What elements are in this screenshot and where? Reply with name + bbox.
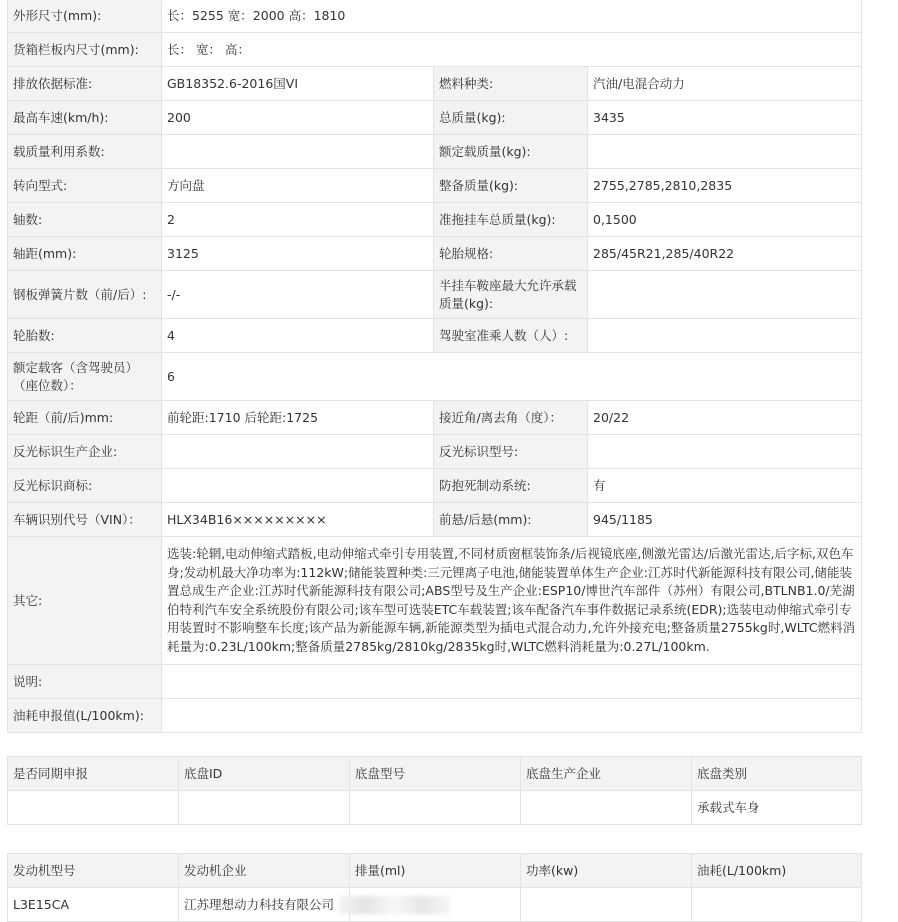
spec-label: 整备质量(kg): xyxy=(434,169,588,203)
column-header: 油耗(L/100km) xyxy=(692,854,862,888)
column-header: 排量(ml) xyxy=(350,854,521,888)
vin-value: HLX34B16××××××××× xyxy=(162,503,434,537)
spec-label: 转向型式: xyxy=(8,169,162,203)
spec-label: 载质量利用系数: xyxy=(8,135,162,169)
spec-value xyxy=(162,435,434,469)
spec-row xyxy=(8,101,862,135)
table-cell: L3E15CA xyxy=(8,888,179,922)
column-header: 发动机型号 xyxy=(8,854,179,888)
spec-value: 有 xyxy=(588,469,862,503)
spec-label: 轮胎规格: xyxy=(434,237,588,271)
spec-label: 外形尺寸(mm): xyxy=(8,0,162,33)
spec-value: 3435 xyxy=(588,101,862,135)
spec-row xyxy=(8,401,862,435)
spec-label: 最高车速(km/h): xyxy=(8,101,162,135)
spec-row xyxy=(8,435,862,469)
spec-label: 轮胎数: xyxy=(8,319,162,353)
spec-label: 前悬/后悬(mm): xyxy=(434,503,588,537)
spec-label: 反光标识商标: xyxy=(8,469,162,503)
table-row xyxy=(8,791,862,825)
spec-value: 6 xyxy=(162,353,862,401)
table-cell xyxy=(350,791,521,825)
spec-label: 轴距(mm): xyxy=(8,237,162,271)
spec-label: 反光标识生产企业: xyxy=(8,435,162,469)
spec-row xyxy=(8,203,862,237)
table-cell: 承载式车身 xyxy=(692,791,862,825)
spec-row xyxy=(8,503,862,537)
spec-row xyxy=(8,319,862,353)
spec-value: GB18352.6-2016国VI xyxy=(162,67,434,101)
spec-label: 轮距（前/后)mm: xyxy=(8,401,162,435)
spec-value: -/- xyxy=(162,271,434,319)
spec-label: 车辆识别代号（VIN）： xyxy=(8,503,162,537)
spec-label: 其它: xyxy=(8,537,162,665)
column-header: 底盘类别 xyxy=(692,757,862,791)
table-cell: 江苏理想动力科技有限公司 xyxy=(179,888,350,922)
spec-value: 20/22 xyxy=(588,401,862,435)
spec-label: 反光标识型号: xyxy=(434,435,588,469)
spec-label: 额定载质量(kg): xyxy=(434,135,588,169)
spec-row xyxy=(8,169,862,203)
spec-value xyxy=(588,319,862,353)
spec-label: 燃料种类: xyxy=(434,67,588,101)
spec-label: 钢板弹簧片数（前/后）: xyxy=(8,271,162,319)
spec-row xyxy=(8,271,862,319)
column-header: 是否同期申报 xyxy=(8,757,179,791)
spec-value: 长： 宽： 高： xyxy=(162,33,862,67)
spec-row xyxy=(8,237,862,271)
spec-label: 接近角/离去角（度）： xyxy=(434,401,588,435)
spec-label: 说明: xyxy=(8,665,162,699)
spec-value xyxy=(162,699,862,733)
column-header: 底盘生产企业 xyxy=(521,757,692,791)
spec-label: 半挂车鞍座最大允许承载质量(kg): xyxy=(434,271,588,319)
spec-row xyxy=(8,665,862,699)
spec-label: 驾驶室准乘人数（人）: xyxy=(434,319,588,353)
spec-label: 轴数: xyxy=(8,203,162,237)
chassis-table xyxy=(7,756,862,825)
table-cell xyxy=(521,888,692,922)
spec-label: 货箱栏板内尺寸(mm): xyxy=(8,33,162,67)
table-cell xyxy=(179,791,350,825)
spec-value: 0,1500 xyxy=(588,203,862,237)
spec-row xyxy=(8,537,862,665)
table-cell xyxy=(8,791,179,825)
spec-value: 方向盘 xyxy=(162,169,434,203)
spec-row xyxy=(8,135,862,169)
spec-value: 长：5255 宽：2000 高：1810 xyxy=(162,0,862,33)
spec-label: 准拖挂车总质量(kg): xyxy=(434,203,588,237)
column-header: 发动机企业 xyxy=(179,854,350,888)
spec-value xyxy=(162,665,862,699)
spec-value xyxy=(162,135,434,169)
spec-value xyxy=(588,135,862,169)
spec-value: 945/1185 xyxy=(588,503,862,537)
spec-value xyxy=(588,271,862,319)
spec-row xyxy=(8,33,862,67)
other-notes: 选装:轮辋,电动伸缩式踏板,电动伸缩式牵引专用装置,不同材质窗框装饰条/后视镜底座,侧激光雷达/后激光雷达,后字标,双色车身;发动机最大净功率为:112kW;储能装置种类:三元锂离子电池,储能装置单体生产企业:江苏时代新能源科技有限公司,储能装置总成生产企业:江苏时代新能源科技有限公司;ABS型号及生产企业:ESP10/博世汽车部件（苏州）有限公司,BTLNB1.0/芜湖伯特利汽车安全系统股份有限公司;该车型可选装ETC车载装置;该车配备汽车事件数据记录系统(EDR);选装电动伸缩式牵引专用装置时不影响整车长度;该产品为新能源车辆,新能源类型为插电式混合动力,允许外接充电;整备质量2755kg时,WLTC燃料消耗量为:0.23L/100km;整备质量2785kg/2810kg/2835kg时,WLTC燃料消耗量为:0.27L/100km. xyxy=(162,537,862,665)
spec-value: 200 xyxy=(162,101,434,135)
spec-value: 2 xyxy=(162,203,434,237)
spec-value: 2755,2785,2810,2835 xyxy=(588,169,862,203)
column-header: 底盘ID xyxy=(179,757,350,791)
table-cell xyxy=(692,888,862,922)
spec-value xyxy=(588,435,862,469)
table-header-row xyxy=(8,757,862,791)
vehicle-spec-table xyxy=(7,0,862,733)
spec-label: 额定载客（含驾驶员）（座位数）： xyxy=(8,353,162,401)
spec-value: 3125 xyxy=(162,237,434,271)
column-header: 底盘型号 xyxy=(350,757,521,791)
spec-value: 汽油/电混合动力 xyxy=(588,67,862,101)
spec-label: 防抱死制动系统: xyxy=(434,469,588,503)
spec-row xyxy=(8,0,862,33)
spec-label: 总质量(kg): xyxy=(434,101,588,135)
spec-row xyxy=(8,67,862,101)
spec-label: 排放依据标准: xyxy=(8,67,162,101)
redacted-watermark xyxy=(338,896,450,914)
spec-row xyxy=(8,469,862,503)
spec-value: 285/45R21,285/40R22 xyxy=(588,237,862,271)
table-cell xyxy=(521,791,692,825)
spec-value: 前轮距:1710 后轮距:1725 xyxy=(162,401,434,435)
spec-value xyxy=(162,469,434,503)
table-header-row xyxy=(8,854,862,888)
spec-label: 油耗申报值(L/100km): xyxy=(8,699,162,733)
spec-value: 4 xyxy=(162,319,434,353)
column-header: 功率(kw) xyxy=(521,854,692,888)
spec-row xyxy=(8,353,862,401)
spec-row xyxy=(8,699,862,733)
